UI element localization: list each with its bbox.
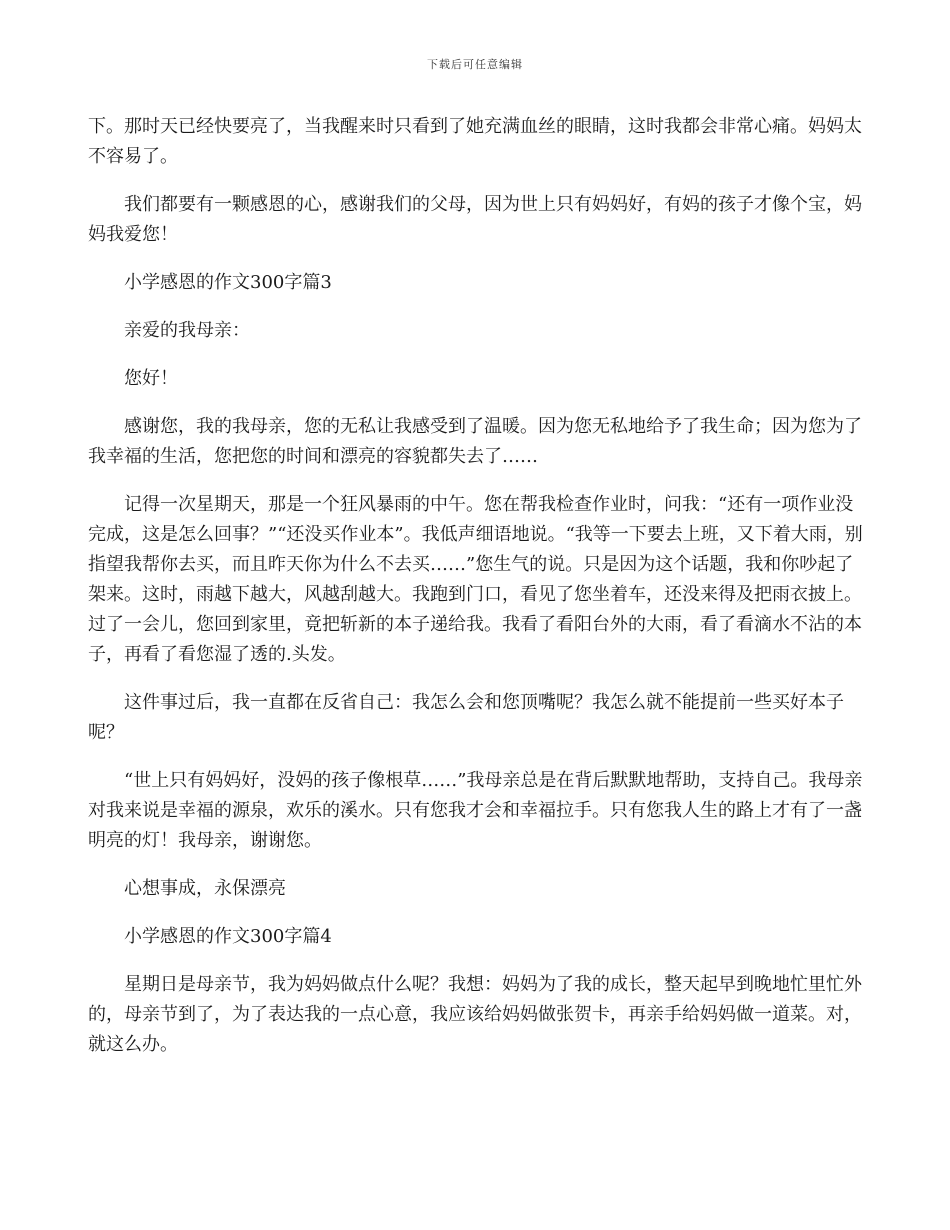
section-heading: 小学感恩的作文300字篇4	[124, 926, 332, 947]
paragraph: 这件事过后，我一直都在反省自己：我怎么会和您顶嘴呢？我怎么就不能提前一些买好本子呢？	[88, 692, 844, 743]
paragraph: 星期日是母亲节，我为妈妈做点什么呢？我想：妈妈为了我的成长，整天起早到晚地忙里忙外的，母亲节到了，为了表达我的一点心意，我应该给妈妈做张贺卡，再亲手给妈妈做一道菜。对，就这么办。	[88, 974, 862, 1055]
paragraph: 下。那时天已经快要亮了，当我醒来时只看到了她充满血丝的眼睛，这时我都会非常心痛。妈妈太不容易了。	[88, 116, 862, 167]
paragraph: 记得一次星期天，那是一个狂风暴雨的中午。您在帮我检查作业时，问我：“还有一项作业没完成，这是怎么回事？”“还没买作业本”。我低声细语地说。“我等一下要去上班，又下着大雨，别指望我帮你去买，而且昨天你为什么不去买……”您生气的说。只是因为这个话题，我和你吵起了架来。这时，雨越下越大，风越刮越大。我跑到门口，看见了您坐着车，还没来得及把雨衣披上。过了一会儿，您回到家里，竟把斩新的本子递给我。我看了看阳台外的大雨，看了看滴水不沾的本子，再看了看您湿了透的.头发。	[88, 494, 863, 665]
page-header: 下载后可任意编辑	[427, 58, 523, 71]
paragraph: 我们都要有一颗感恩的心，感谢我们的父母，因为世上只有妈妈好，有妈的孩子才像个宝，妈妈我爱您！	[88, 194, 862, 245]
document-body	[88, 112, 864, 1078]
greeting: 您好！	[124, 368, 178, 389]
salutation: 亲爱的我母亲：	[124, 320, 250, 341]
closing-line: 心想事成，永保漂亮	[124, 878, 286, 899]
paragraph: “世上只有妈妈好，没妈的孩子像根草……”我母亲总是在背后默默地帮助，支持自己。我母亲对我来说是幸福的源泉，欢乐的溪水。只有您我才会和幸福拉手。只有您我人生的路上才有了一盏明亮的灯！我母亲，谢谢您。	[88, 770, 863, 851]
paragraph: 感谢您，我的我母亲，您的无私让我感受到了温暖。因为您无私地给予了我生命；因为您为了我幸福的生活，您把您的时间和漂亮的容貌都失去了……	[88, 416, 862, 467]
section-heading: 小学感恩的作文300字篇3	[124, 272, 332, 293]
